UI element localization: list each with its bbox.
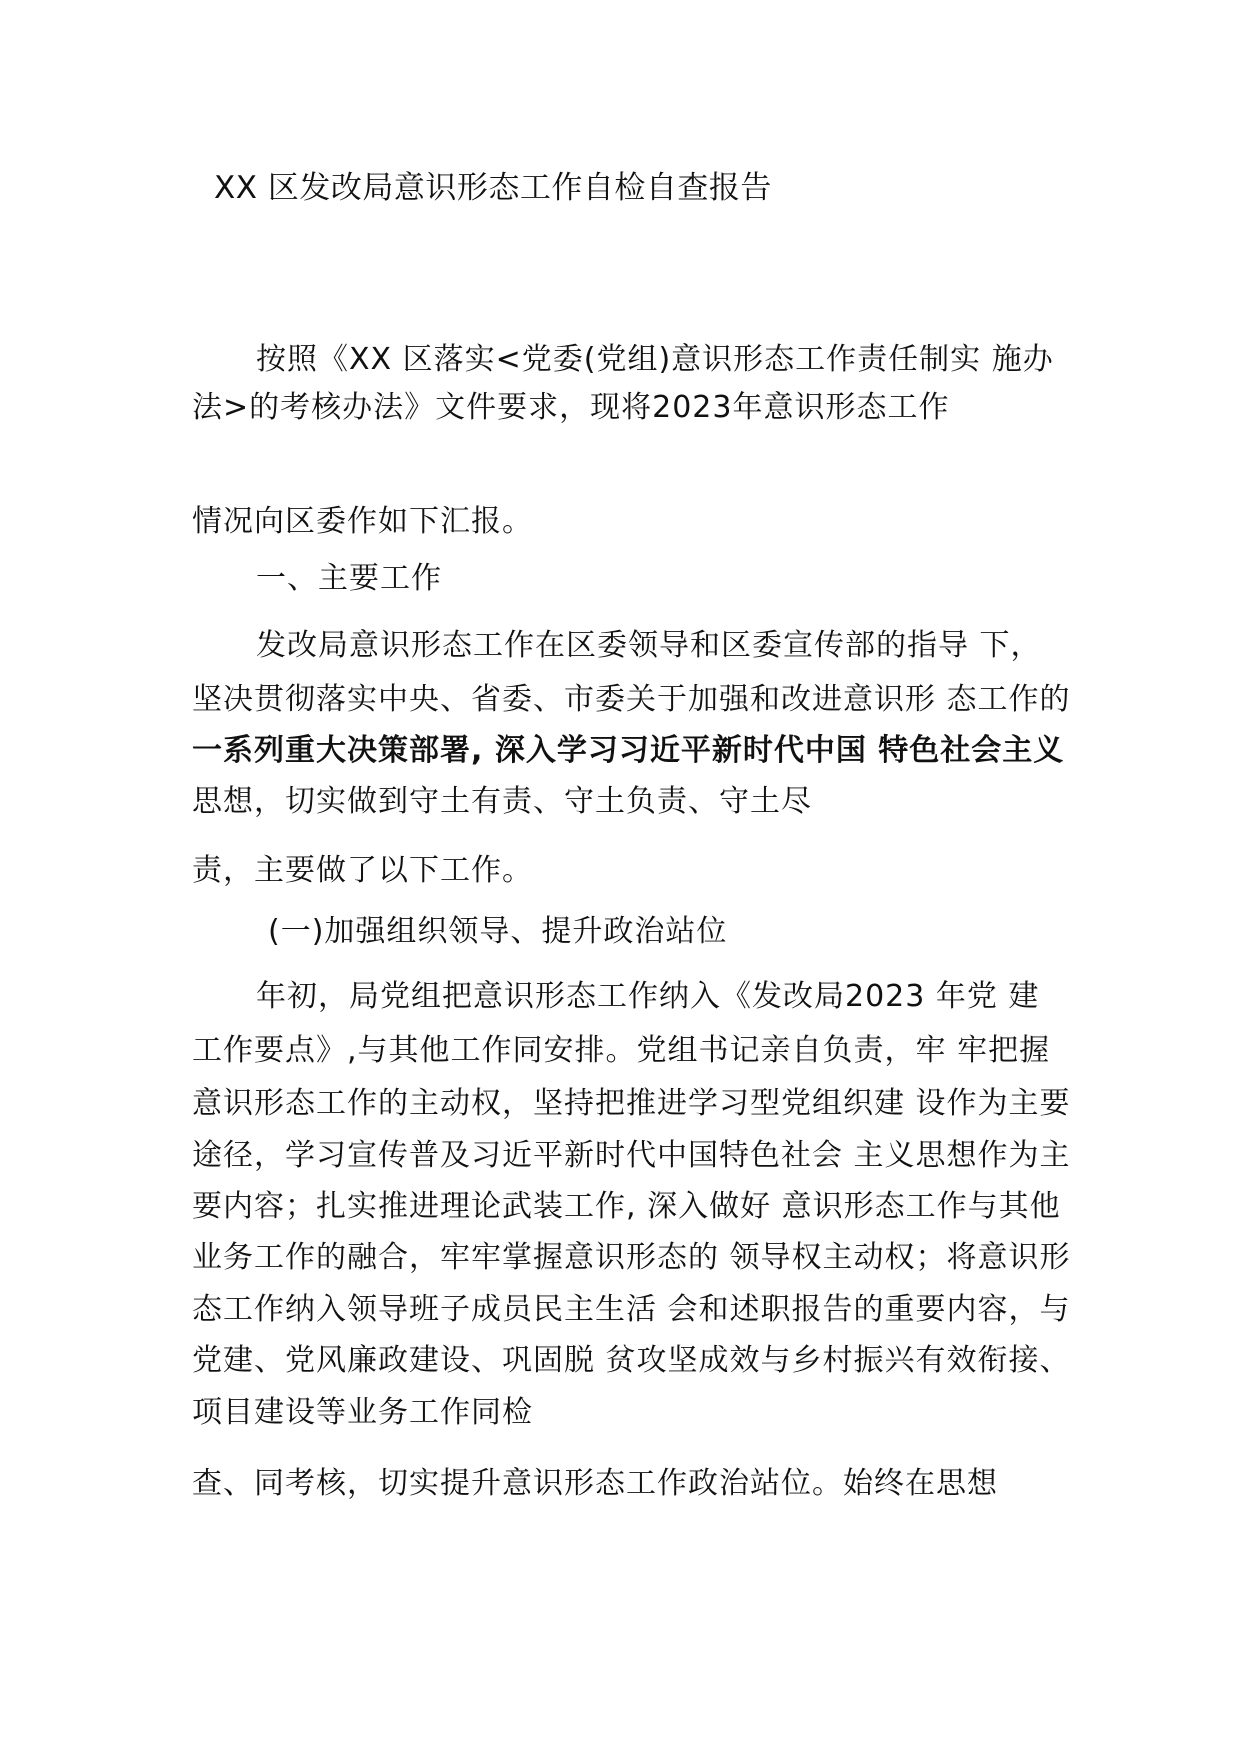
paragraph-line: 要内容；扎实推进理论武装工作, 深入做好 意识形态工作与其他 bbox=[192, 1189, 1061, 1224]
document-title: XX 区发改局意识形态工作自检自查报告 bbox=[214, 170, 772, 206]
paragraph-line: 意识形态工作的主动权，坚持把推进学习型党组织建 设作为主要 bbox=[192, 1086, 1071, 1121]
subsection-heading: (一)加强组织领导、提升政治站位 bbox=[268, 914, 728, 949]
paragraph-line: 业务工作的融合，牢牢掌握意识形态的 领导权主动权；将意识形 bbox=[192, 1240, 1071, 1275]
paragraph-line: 法>的考核办法》文件要求，现将2023年意识形态工作 bbox=[192, 390, 950, 425]
paragraph-line: 途径，学习宣传普及习近平新时代中国特色社会 主义思想作为主 bbox=[192, 1138, 1071, 1173]
paragraph-line: 思想，切实做到守土有责、守土负责、守土尽 bbox=[192, 784, 812, 819]
paragraph-line: 工作要点》,与其他工作同安排。党组书记亲自负责，牢 牢把握 bbox=[192, 1033, 1051, 1068]
paragraph-line: 责，主要做了以下工作。 bbox=[192, 853, 533, 888]
paragraph-line: 项目建设等业务工作同检 bbox=[192, 1395, 533, 1430]
paragraph-line: 按照《XX 区落实<党委(党组)意识形态工作责任制实 施办 bbox=[256, 342, 1054, 377]
paragraph-line: 坚决贯彻落实中央、省委、市委关于加强和改进意识形 态工作的 bbox=[192, 682, 1071, 717]
paragraph-line: 党建、党风廉政建设、巩固脱 贫攻坚成效与乡村振兴有效衔接、 bbox=[192, 1343, 1071, 1378]
paragraph-line: 情况向区委作如下汇报。 bbox=[192, 504, 533, 539]
paragraph-line: 一系列重大决策部署, 深入学习习近平新时代中国 特色社会主义 bbox=[192, 733, 1065, 768]
paragraph-line: 发改局意识形态工作在区委领导和区委宣传部的指导 下， bbox=[256, 628, 1042, 663]
paragraph-line: 年初，局党组把意识形态工作纳入《发改局2023 年党 建 bbox=[256, 979, 1040, 1014]
paragraph-line: 查、同考核，切实提升意识形态工作政治站位。始终在思想 bbox=[192, 1466, 998, 1501]
paragraph-line: 态工作纳入领导班子成员民主生活 会和述职报告的重要内容，与 bbox=[192, 1292, 1071, 1327]
section-heading: 一、主要工作 bbox=[256, 561, 442, 596]
